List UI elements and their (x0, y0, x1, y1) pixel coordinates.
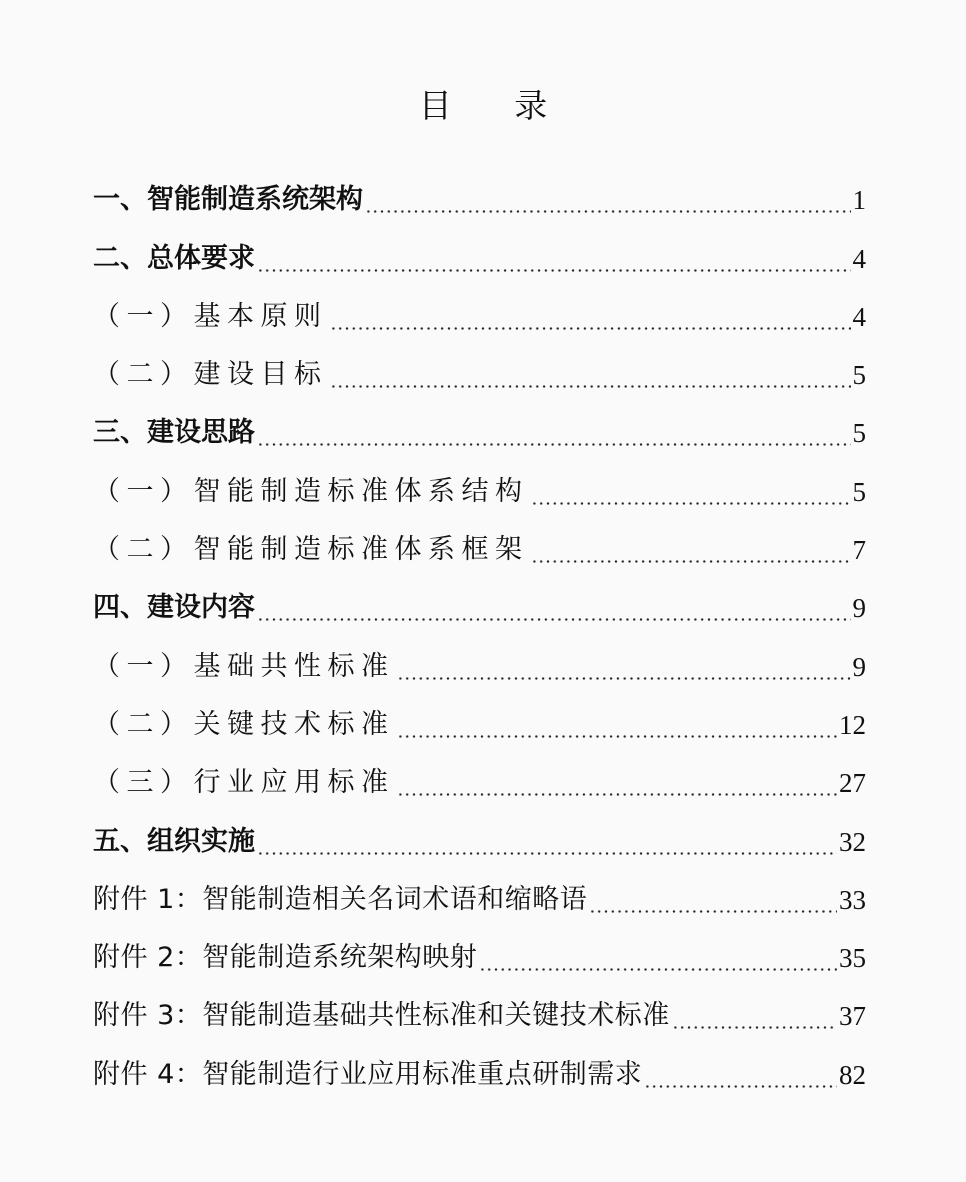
toc-page-number: 32 (839, 826, 866, 857)
toc-page-number: 35 (839, 943, 866, 974)
toc-page-number: 4 (852, 243, 866, 274)
toc-entry-label: 附件 4：智能制造行业应用标准重点研制需求 (93, 1058, 643, 1090)
toc-leader-dots (330, 327, 851, 330)
toc-leader-dots (257, 618, 851, 621)
toc-leader-dots (365, 210, 851, 213)
toc-leader-dots (672, 1026, 837, 1029)
toc-leader-dots (397, 793, 838, 796)
toc-entry[interactable] (93, 572, 866, 630)
toc-entry[interactable] (93, 805, 866, 863)
toc-leader-dots (479, 968, 837, 971)
toc-leader-dots (644, 1085, 837, 1088)
toc-entry[interactable] (93, 630, 866, 688)
toc-entry-label: （三）行业应用标准 (93, 767, 395, 799)
toc-leader-dots (257, 443, 851, 446)
toc-page-number: 9 (852, 651, 866, 682)
toc-entry-label: 附件 1：智能制造相关名词术语和缩略语 (93, 883, 588, 915)
toc-entry-label: （一）基本原则 (93, 300, 328, 332)
toc-entry[interactable] (93, 397, 866, 455)
toc-entry[interactable] (93, 922, 866, 980)
toc-entry-label: 五、组织实施 (93, 825, 255, 857)
toc-page-number: 5 (852, 360, 866, 391)
toc-entry-label: （二）智能制造标准体系框架 (93, 534, 529, 566)
toc-page-number: 9 (852, 593, 866, 624)
toc-page-number: 33 (839, 884, 866, 915)
toc-entry[interactable] (93, 864, 866, 922)
toc-entry[interactable] (93, 164, 866, 222)
toc-page-number: 82 (839, 1059, 866, 1090)
toc-entry-label: （二）建设目标 (93, 359, 328, 391)
toc-entry-label: 三、建设思路 (93, 417, 255, 449)
toc-page-number: 4 (852, 301, 866, 332)
toc-leader-dots (397, 735, 838, 738)
toc-leader-dots (589, 910, 837, 913)
toc-entry[interactable] (93, 222, 866, 280)
toc-leader-dots (257, 852, 837, 855)
toc-entry-label: （二）关键技术标准 (93, 708, 395, 740)
toc-leader-dots (257, 269, 851, 272)
toc-entry[interactable] (93, 1038, 866, 1096)
toc-entry-label: 二、总体要求 (93, 242, 255, 274)
toc-page-number: 27 (839, 768, 866, 799)
table-of-contents (93, 164, 866, 1097)
toc-page-number: 7 (852, 535, 866, 566)
toc-entry[interactable] (93, 339, 866, 397)
toc-entry[interactable] (93, 747, 866, 805)
toc-entry-label: 四、建设内容 (93, 592, 255, 624)
toc-entry-label: （一）智能制造标准体系结构 (93, 475, 529, 507)
toc-leader-dots (330, 385, 851, 388)
toc-entry[interactable] (93, 689, 866, 747)
toc-entry[interactable] (93, 281, 866, 339)
toc-entry-label: 附件 2：智能制造系统架构映射 (93, 942, 478, 974)
toc-page-number: 5 (852, 476, 866, 507)
toc-page-number: 12 (839, 709, 866, 740)
toc-leader-dots (397, 677, 851, 680)
toc-page-number: 37 (839, 1001, 866, 1032)
toc-leader-dots (531, 502, 851, 505)
toc-entry-label: （一）基础共性标准 (93, 650, 395, 682)
toc-entry[interactable] (93, 455, 866, 513)
toc-entry[interactable] (93, 514, 866, 572)
toc-entry-label: 一、智能制造系统架构 (93, 184, 363, 216)
toc-page-number: 1 (852, 185, 866, 216)
toc-page-number: 5 (852, 418, 866, 449)
toc-leader-dots (531, 560, 851, 563)
toc-entry[interactable] (93, 980, 866, 1038)
toc-entry-label: 附件 3：智能制造基础共性标准和关键技术标准 (93, 1000, 670, 1032)
page-title: 目 录 (418, 86, 574, 126)
